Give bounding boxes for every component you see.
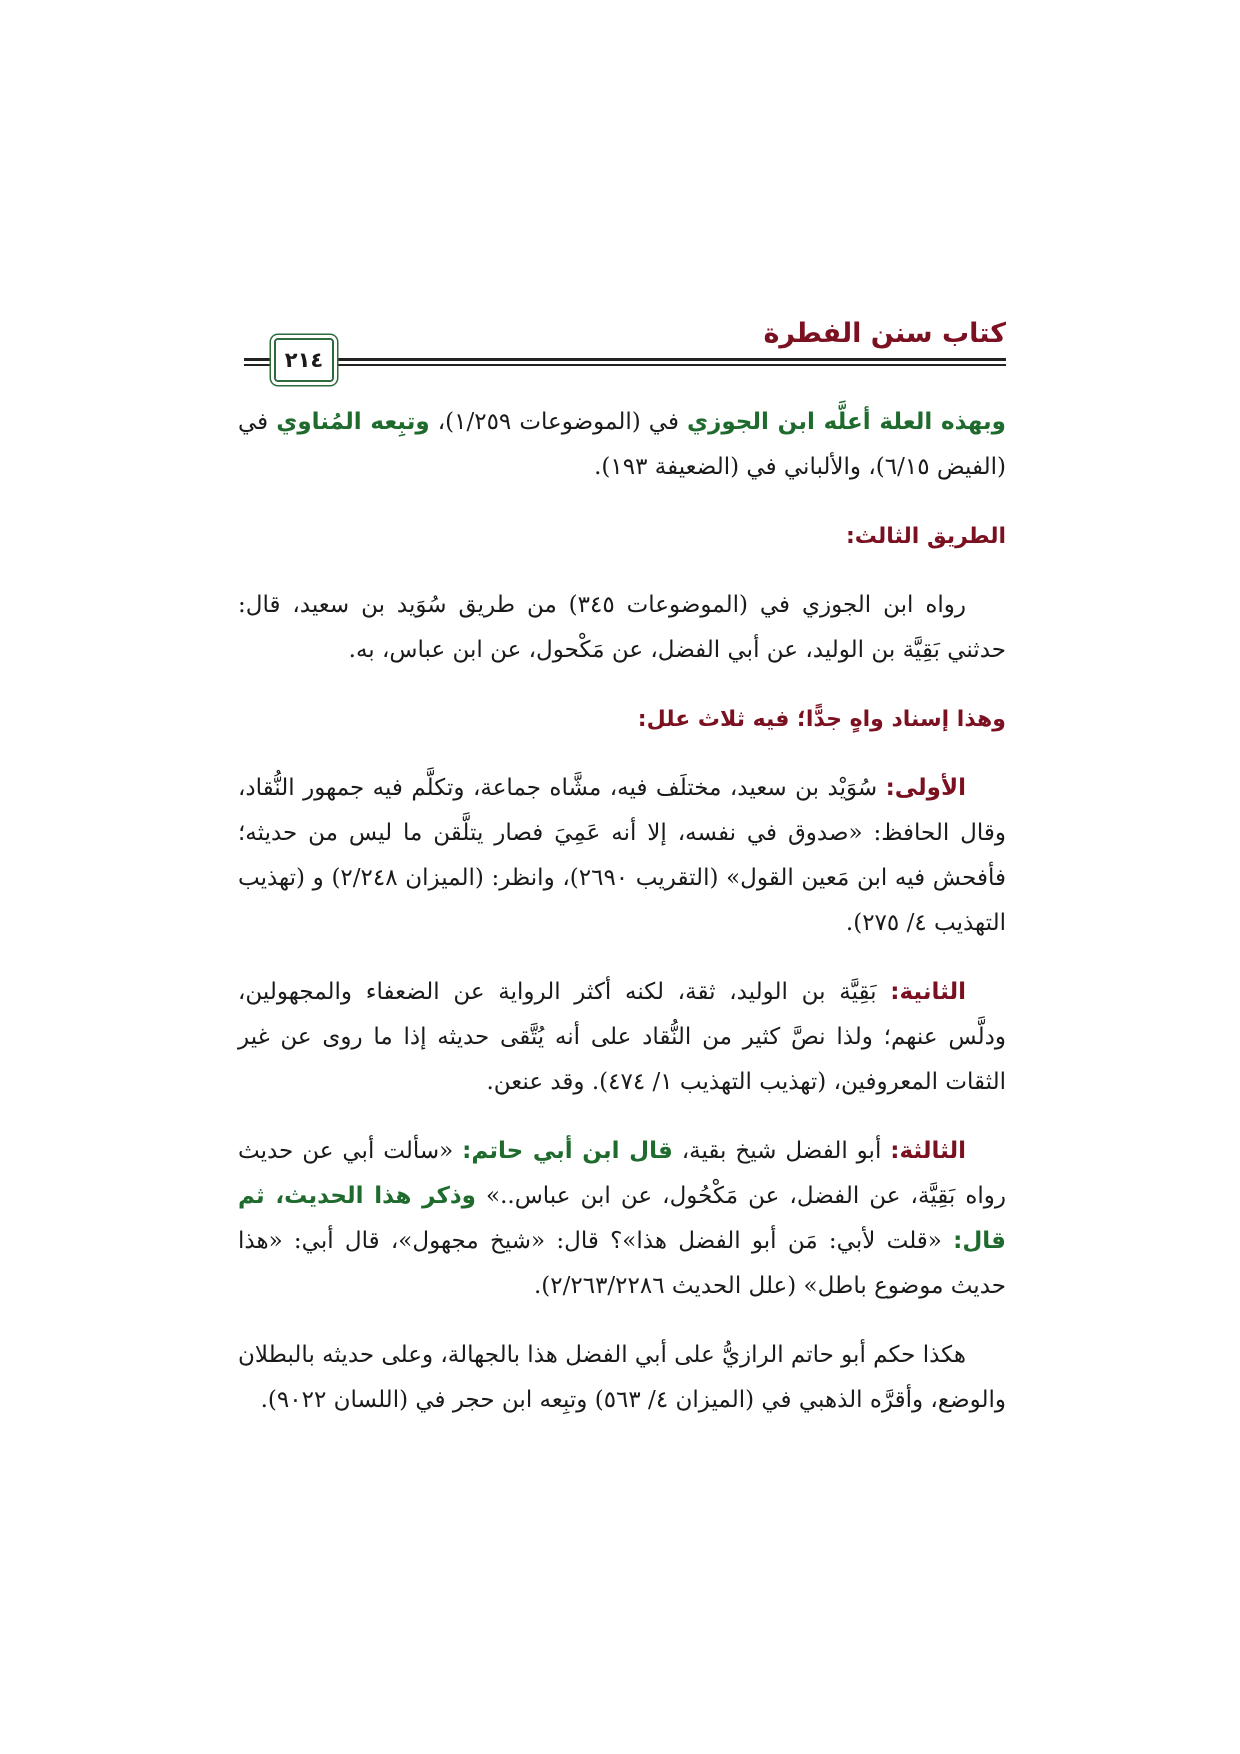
- p5-text-e: «قلت لأبي: مَن أبو الفضل هذا»؟ قال: «شيخ مجهول»، قال أبي: «هذا حديث موضوع باطل» (علل الحديث ٢/٢٦٣/٢٢٨٦).: [238, 1228, 1006, 1299]
- label-third: الثالثة:: [890, 1138, 966, 1164]
- header-rule-thin: [244, 364, 1006, 366]
- p1-highlight-a: وبهذه العلة أعلَّه ابن الجوزي: [687, 409, 1006, 435]
- paragraph-conclusion: هكذا حكم أبو حاتم الرازيُّ على أبي الفضل هذا بالجهالة، وعلى حديثه بالبطلان والوضع، وأقرَّه الذهبي في (الميزان ٤/ ٥٦٣) وتبِعه ابن حجر في (اللسان ٩٠٢٢).: [238, 1342, 1006, 1413]
- header-rule-left-thin: [244, 364, 266, 366]
- page-header: [244, 318, 1006, 372]
- label-first: الأولى:: [885, 775, 966, 801]
- label-second: الثانية:: [890, 979, 966, 1005]
- paragraph-1: [238, 400, 1006, 490]
- header-rule-thick: [244, 358, 1006, 361]
- page-body: [238, 400, 1006, 1423]
- p5-text-c: «سألت أبي عن حديث رواه بَقِيَّة، عن الفضل، عن مَكْحُول، عن ابن عباس..»: [238, 1138, 1007, 1209]
- p1-text-b: في (الموضوعات ١/٢٥٩)،: [429, 409, 688, 435]
- book-title: كتاب سنن الفطرة: [763, 318, 1006, 349]
- paragraph-second-defect: [238, 970, 1006, 1105]
- paragraph-third-defect: [238, 1129, 1006, 1309]
- p3-text: سُوَيْد بن سعيد، مختلَف فيه، مشَّاه جماعة، وتكلَّم فيه جمهور النُّقاد، وقال الحافظ: «صدوق في نفسه، إلا أنه عَمِيَ فصار يتلَّقن ما ليس من حديثه؛ فأفحش فيه ابن مَعين القول» (التقريب ٢٦٩٠)، وانظر: (الميزان ٢/٢٤٨) و (تهذيب التهذيب ٤/ ٢٧٥).: [238, 775, 1006, 936]
- p5-highlight-b: قال ابن أبي حاتم:: [462, 1138, 673, 1164]
- heading-isnad: وهذا إسناد واهٍ جدًّا؛ فيه ثلاث علل:: [637, 707, 1006, 732]
- page-number: ٢١٤: [284, 348, 324, 372]
- p5-text-a: أبو الفضل شيخ بقية،: [672, 1138, 891, 1164]
- p1-highlight-c: وتبِعه المُناوي: [276, 409, 430, 435]
- header-rule-left: [244, 358, 266, 361]
- paragraph-2: رواه ابن الجوزي في (الموضوعات ٣٤٥) من طريق سُوَيد بن سعيد، قال: حدثني بَقِيَّة بن الوليد، عن أبي الفضل، عن مَكْحول، عن ابن عباس، به.: [238, 592, 1006, 663]
- paragraph-first-defect: [238, 766, 1006, 946]
- p4-text: بَقِيَّة بن الوليد، ثقة، لكنه أكثر الرواية عن الضعفاء والمجهولين، ودلَّس عنهم؛ ولذا نصَّ كثير من النُّقاد على أنه يُتَّقى حديثه إذا ما روى عن غير الثقات المعروفين، (تهذيب التهذيب ١/ ٤٧٤). وقد عنعن.: [238, 979, 1006, 1095]
- heading-third-path: الطريق الثالث:: [845, 524, 1006, 549]
- p1-text-d: في (الفيض ٦/١٥)، والألباني في (الضعيفة ١٩٣).: [238, 409, 1006, 480]
- page-number-badge: [274, 338, 334, 382]
- p5-highlight-d: وذكر هذا الحديث، ثم قال:: [238, 1183, 1006, 1254]
